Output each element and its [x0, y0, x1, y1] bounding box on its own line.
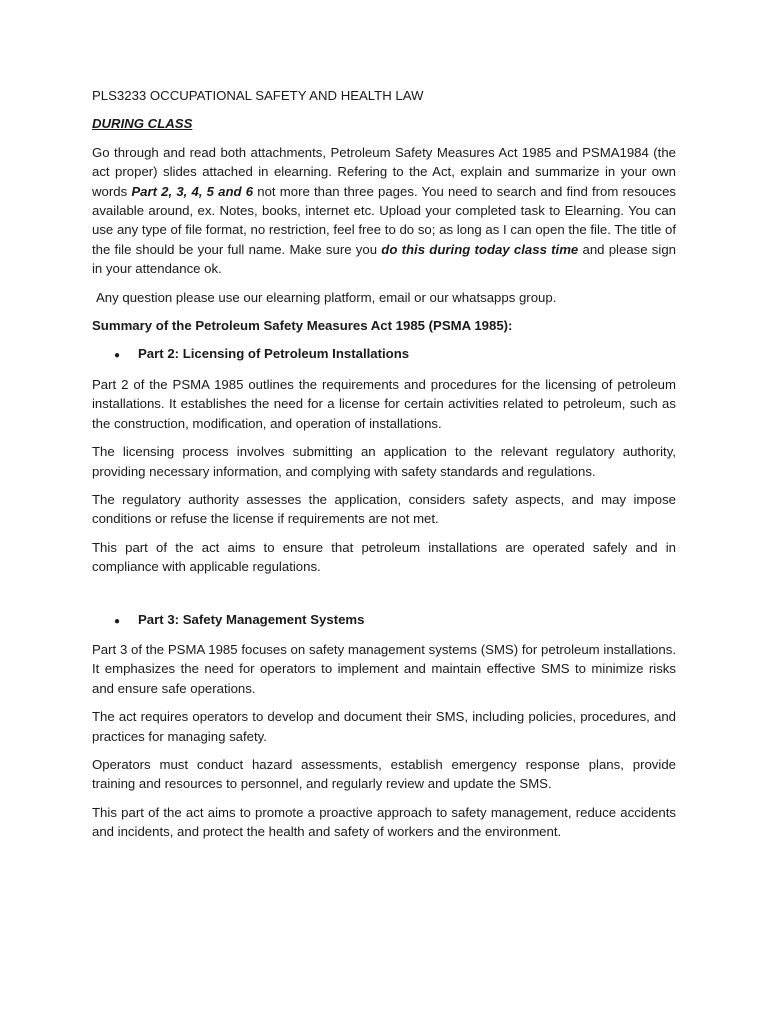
bullet-icon: ● [114, 615, 121, 627]
intro-text-1: Go through and read both attachments, Petroleum Safety Measures Act 1985 and PSMA1984 (the act proper) slides attached in elearning. Refering to the Act, explain and summarize in your own words [92, 144, 676, 199]
part-3-heading-text: Part 3: Safety Management Systems [138, 611, 365, 627]
intro-text-2: not more than three pages. You need to search and find from resouces available around, ex. Notes, books, internet etc. Upload your completed task to Elearning. You can use any type of file format, no restriction, feel free to do so; as long as I can open the file. The title of the file should be your full name. Make sure you [92, 183, 676, 257]
intro-paragraph [92, 143, 676, 279]
document-page [92, 86, 676, 851]
document-title: PLS3233 OCCUPATIONAL SAFETY AND HEALTH LAW [92, 88, 424, 103]
part-2-heading-text: Part 2: Licensing of Petroleum Installations [138, 346, 410, 362]
intro-text-3: and please sign in your attendance ok. [92, 241, 676, 277]
section-label: DURING CLASS [92, 116, 193, 132]
part-2-paragraph-4: This part of the act aims to ensure that petroleum installations are operated safely and in compliance with applicable regulations. [92, 539, 676, 575]
part-2-paragraph-2: The licensing process involves submitting an application to the relevant regulatory authority, providing necessary information, and complying with safety standards and regulations. [92, 444, 676, 479]
part-2-paragraph-1: Part 2 of the PSMA 1985 outlines the requirements and procedures for the licensing of petroleum installations. It establishes the need for a license for certain activities related to petroleum, such as the construction, modification, and operation of installations. [92, 376, 676, 431]
intro-emphasis-time: do this during today class time [381, 241, 579, 257]
part-3-heading [92, 610, 676, 631]
section-spacer [92, 586, 676, 610]
part-3-paragraph-2: The act requires operators to develop and document their SMS, including policies, procedures, and practices for managing safety. [92, 709, 676, 744]
part-3-paragraph-3: Operators must conduct hazard assessments, establish emergency response plans, provide training and resources to personnel, and regularly review and update the SMS. [92, 756, 676, 792]
question-note: Any question please use our elearning platform, email or our whatsapps group. [96, 289, 557, 305]
part-2-paragraph-3: The regulatory authority assesses the application, considers safety aspects, and may impose conditions or refuse the license if requirements are not met. [92, 491, 676, 527]
intro-emphasis-parts: Part 2, 3, 4, 5 and 6 [131, 183, 254, 199]
bullet-icon: ● [114, 350, 121, 362]
part-3-paragraph-4: This part of the act aims to promote a proactive approach to safety management, reduce accidents and incidents, and protect the health and safety of workers and the environment. [92, 804, 676, 840]
part-2-heading [92, 344, 676, 365]
part-3-paragraph-1: Part 3 of the PSMA 1985 focuses on safety management systems (SMS) for petroleum installations. It emphasizes the need for operators to implement and maintain effective SMS to minimize risks and ensure safe operations. [92, 641, 676, 696]
summary-heading: Summary of the Petroleum Safety Measures Act 1985 (PSMA 1985): [92, 318, 513, 334]
